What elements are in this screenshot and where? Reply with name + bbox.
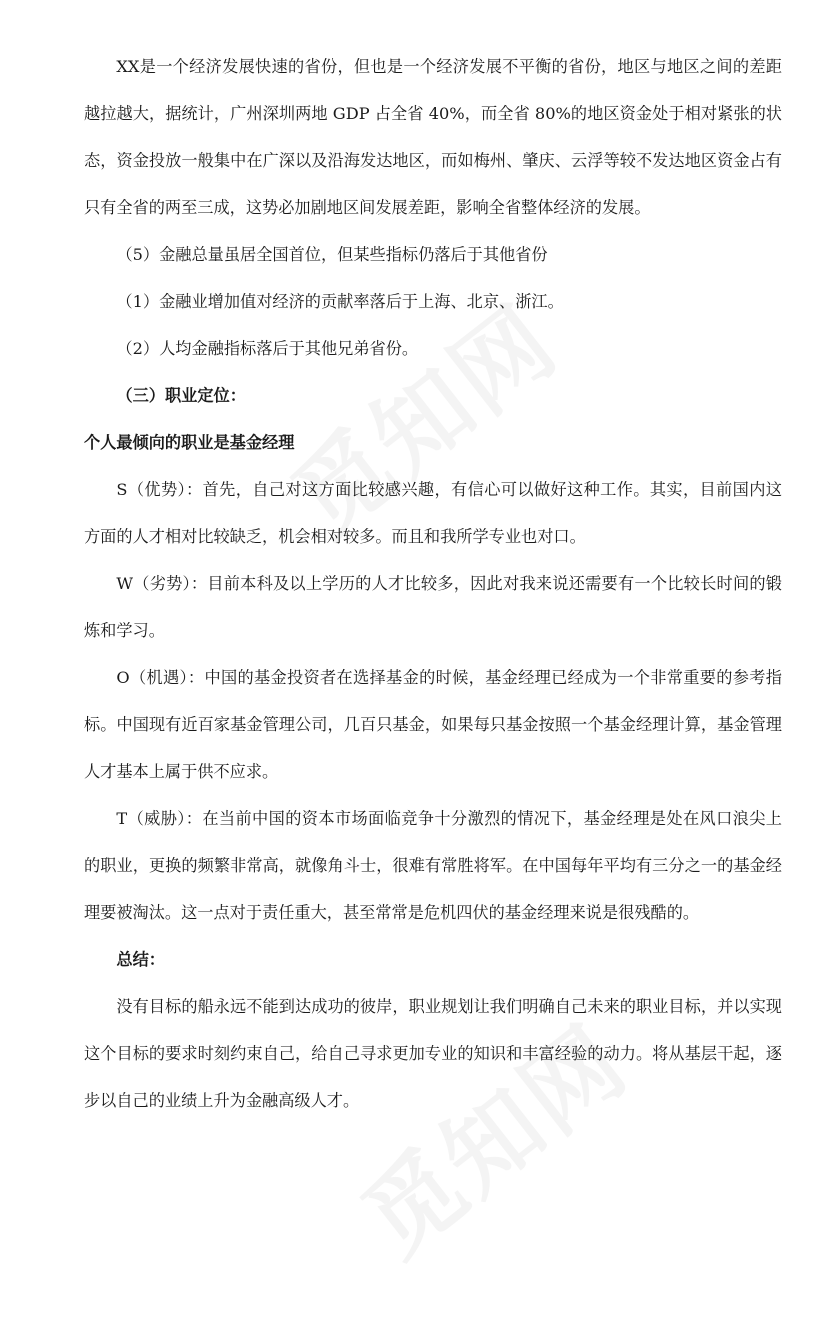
paragraph-financial-total: （5）金融总量虽居全国首位，但某些指标仍落后于其他省份 xyxy=(116,245,548,264)
paragraph-summary: 没有目标的船永远不能到达成功的彼岸，职业规划让我们明确自己未来的职业目标，并以实现这个目标的要求时刻约束自己，给自己寻求更加专业的知识和丰富经验的动力。将从基层干起，逐步以自己的业绩上升为金融高级人才。 xyxy=(84,997,782,1110)
paragraph-weaknesses: W（劣势）：目前本科及以上学历的人才比较多，因此对我来说还需要有一个比较长时间的锻炼和学习。 xyxy=(84,574,782,640)
career-preference-heading: 个人最倾向的职业是基金经理 xyxy=(84,433,295,452)
section-heading-career-positioning: （三）职业定位： xyxy=(116,386,246,405)
paragraph-value-added: （1）金融业增加值对经济的贡献率落后于上海、北京、浙江。 xyxy=(116,292,564,311)
paragraph-per-capita: （2）人均金融指标落后于其他兄弟省份。 xyxy=(116,339,419,358)
paragraph-strengths: S（优势）：首先，自己对这方面比较感兴趣，有信心可以做好这种工作。其实，目前国内这方面的人才相对比较缺乏，机会相对较多。而且和我所学专业也对口。 xyxy=(84,480,782,546)
paragraph-threats: T（威胁）：在当前中国的资本市场面临竞争十分激烈的情况下，基金经理是处在风口浪尖上的职业，更换的频繁非常高，就像角斗士，很难有常胜将军。在中国每年平均有三分之一的基金经理要被淘汰。这一点对于责任重大，甚至常常是危机四伏的基金经理来说是很残酷的。 xyxy=(84,809,782,922)
paragraph-regional-imbalance: XX是一个经济发展快速的省份，但也是一个经济发展不平衡的省份，地区与地区之间的差距越拉越大，据统计，广州深圳两地 GDP 占全省 40%，而全省 80%的地区资金处于相对紧张的状态，资金投放一般集中在广深以及沿海发达地区，而如梅州、肇庆、云浮等较不发达地区资金占有只有全省的两至三成，这势必加剧地区间发展差距，影响全省整体经济的发展。 xyxy=(84,57,782,217)
paragraph-opportunities: O（机遇）：中国的基金投资者在选择基金的时候，基金经理已经成为一个非常重要的参考指标。中国现有近百家基金管理公司，几百只基金，如果每只基金按照一个基金经理计算，基金管理人才基本上属于供不应求。 xyxy=(84,668,782,781)
summary-heading: 总结： xyxy=(116,950,165,969)
